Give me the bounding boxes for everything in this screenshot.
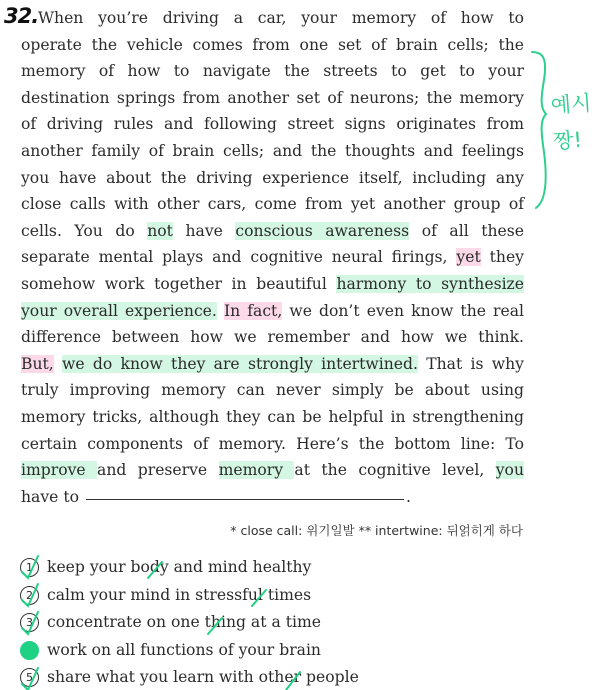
option-number[interactable]: [20, 641, 39, 660]
footnote: * close call: 위기일발 ** intertwine: 뒤얽히게 하다: [230, 523, 523, 538]
passage-line: [21, 191, 524, 217]
passage-text: cells. You do: [21, 221, 148, 240]
passage-text: at the cognitive level,: [294, 461, 496, 480]
passage-text: destination springs from another set of neurons; the memory: [21, 88, 524, 107]
option-text: work on all functions of your brain: [47, 640, 321, 659]
passage-text: close calls with other cars, come from yet another group of: [21, 195, 524, 214]
passage-line: [21, 457, 524, 483]
highlighted-text: we do know they are strongly intertwined.: [62, 354, 418, 373]
highlighted-text: But,: [21, 354, 54, 373]
passage-line: [21, 271, 524, 297]
passage-text: they: [480, 248, 524, 267]
passage-text: .: [405, 487, 411, 506]
option-text: concentrate on one thing at a time: [47, 613, 321, 632]
passage-text: separate mental plays and cognitive neural firings,: [21, 248, 457, 267]
passage-text: operate the vehicle comes from one set of brain cells; the: [21, 35, 524, 54]
passage-text: and preserve: [97, 461, 219, 480]
option-number[interactable]: 3: [20, 613, 39, 632]
passage-text: truly improving memory can never simply be about using: [21, 381, 524, 400]
passage-text: have: [172, 221, 236, 240]
passage-line: [21, 58, 524, 84]
option-text: keep your body and mind healthy: [47, 558, 312, 576]
passage-line: [21, 165, 524, 191]
margin-brace-mark: [532, 52, 546, 208]
passage-text: of all these: [409, 221, 524, 240]
passage-line: [21, 85, 524, 111]
highlighted-text: harmony to synthesize: [336, 275, 525, 293]
handwritten-note: 예시 짱!: [549, 90, 593, 154]
passage-line: [21, 32, 524, 58]
passage-line: [21, 431, 524, 457]
passage-text: When you’re driving a car, your memory of how to: [38, 9, 524, 27]
answer-option-4[interactable]: [20, 637, 321, 663]
passage-text: another family of brain cells; and the thoughts and feelings: [21, 142, 524, 160]
option-number[interactable]: 1: [20, 558, 39, 577]
highlighted-text: your overall experience.: [21, 301, 217, 320]
passage-text: [54, 355, 62, 373]
passage-text: That is why: [417, 354, 524, 373]
passage-text: of driving rules and following street signs originates from: [21, 115, 524, 134]
passage-text: have to: [21, 487, 84, 506]
highlighted-text: In fact,: [223, 301, 283, 320]
answer-blank: [86, 498, 404, 500]
passage-line: [21, 377, 524, 403]
passage-line: [38, 5, 524, 31]
passage-text: we don’t even know the real: [282, 301, 525, 320]
passage-text: certain components of memory. Here’s the bottom line: To: [21, 434, 524, 453]
highlighted-text: improve: [21, 461, 98, 480]
answer-option-1[interactable]: [20, 554, 311, 580]
passage-line: [21, 111, 524, 137]
passage-text: somehow work together in beautiful: [21, 275, 337, 293]
answer-option-5[interactable]: [20, 664, 359, 690]
highlighted-text: not: [147, 221, 173, 240]
option-text: calm your mind in stressful times: [47, 585, 312, 604]
passage-line: [21, 138, 524, 164]
passage-line: [21, 218, 524, 244]
option-number[interactable]: 2: [20, 586, 39, 605]
passage-text: memory tricks, although they can be helpful in strengthening: [21, 408, 524, 426]
passage-text: [217, 302, 224, 320]
option-text: share what you learn with other people: [47, 668, 359, 687]
question-number: 32.: [4, 4, 39, 28]
highlighted-text: yet: [456, 248, 481, 267]
highlighted-text: memory: [218, 461, 295, 480]
passage-line: [21, 244, 524, 270]
highlighted-text: conscious awareness: [235, 221, 410, 240]
highlighted-text: you: [495, 461, 524, 480]
passage-line: [21, 298, 524, 324]
answer-option-3[interactable]: [20, 609, 321, 635]
passage-text: difference between how we remember and how we think.: [21, 328, 524, 347]
answer-option-2[interactable]: [20, 582, 311, 608]
passage-line: [21, 351, 524, 377]
passage-line: [21, 324, 524, 350]
passage-line: [21, 404, 524, 430]
option-number[interactable]: 5: [20, 668, 39, 687]
passage-line: [21, 484, 524, 510]
passage-text: memory of how to navigate the streets to get to your: [21, 62, 524, 81]
passage-text: you have about the driving experience itself, including any: [21, 168, 524, 187]
